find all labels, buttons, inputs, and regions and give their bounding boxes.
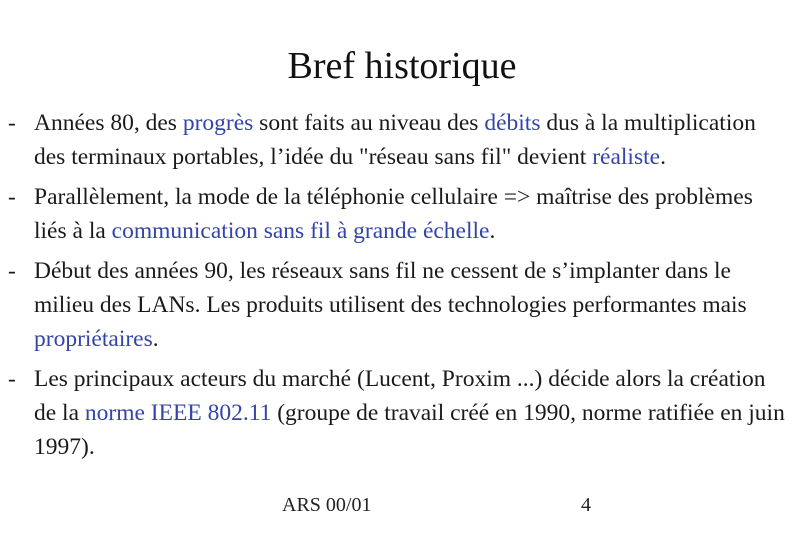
bullet-text: sont faits au niveau des xyxy=(253,110,485,136)
page-number: 4 xyxy=(581,494,591,516)
bullet-text: . xyxy=(489,218,496,244)
highlight-term: communication sans fil à grande échelle xyxy=(111,218,490,244)
bullet-item xyxy=(0,180,800,248)
highlight-term: débits xyxy=(484,110,541,136)
bullet-text: Parallèlement, la mode de la téléphonie cellulaire => maîtrise des problèmes liés à la xyxy=(34,184,753,244)
bullet-text: (groupe de travail créé en 1990, norme ratifiée en juin 1997). xyxy=(34,400,785,460)
highlight-term: propriétaires xyxy=(34,326,153,352)
bullet-text: . xyxy=(152,326,159,352)
bullet-text: . xyxy=(660,144,666,170)
highlight-term: progrès xyxy=(182,110,254,136)
highlight-term: réaliste xyxy=(592,144,661,170)
bullet-marker: - xyxy=(8,184,16,210)
highlight-term: norme IEEE 802.11 xyxy=(84,400,272,426)
bullet-item xyxy=(0,254,800,356)
bullet-text: dus à la multiplication des terminaux portables, l’idée du "réseau sans fil" devient xyxy=(34,110,756,170)
bullet-item xyxy=(0,106,800,174)
bullet-marker: - xyxy=(8,258,16,284)
bullet-text: Début des années 90, les réseaux sans fil ne cessent de s’implanter dans le milieu des LANs. Les produits utilisent des technologies performantes mais xyxy=(34,258,747,318)
bullet-marker: - xyxy=(8,110,16,136)
bullet-text: Les principaux acteurs du marché (Lucent, Proxim ...) décide alors la création de la xyxy=(34,366,766,426)
footer-course: ARS 00/01 xyxy=(282,494,372,516)
slide-title: Bref historique xyxy=(287,45,517,87)
bullet-marker: - xyxy=(8,366,16,392)
bullet-text: Années 80, des xyxy=(34,110,183,136)
bullet-list xyxy=(0,106,800,470)
bullet-item xyxy=(0,362,800,464)
